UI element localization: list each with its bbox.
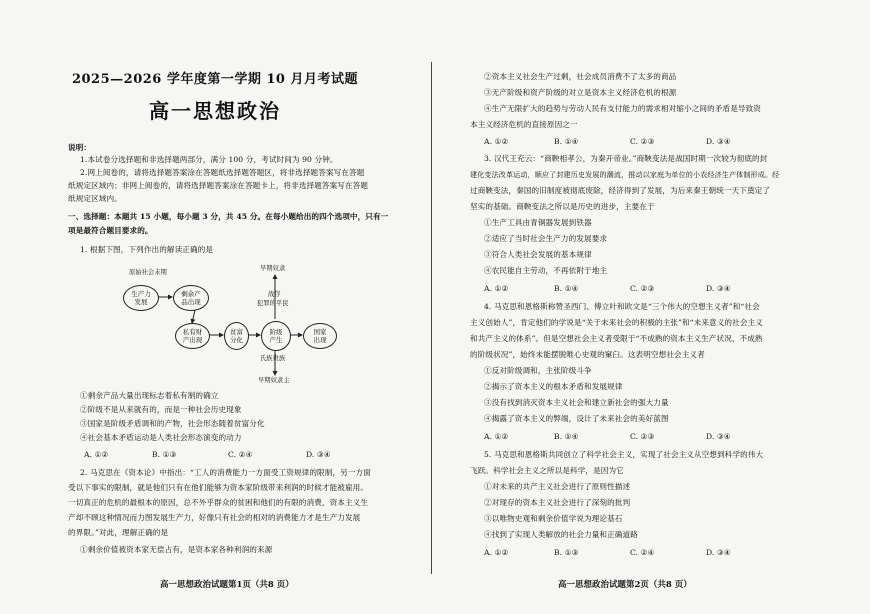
q4-choice-d: D. ③④ <box>706 432 731 441</box>
q5-choice-a: A. ①② <box>484 548 509 557</box>
q3-choice-b: B. ①④ <box>554 284 579 293</box>
note-line: 纸规定区域内。 <box>68 194 122 203</box>
notes-heading: 说明： <box>68 143 92 152</box>
question-2-line: 一切真正的危机的最根本的原因，总不外乎群众的贫困和他们的有限的消费，资本主义生 <box>68 498 369 507</box>
q5-choice-d: D. ③④ <box>706 548 731 557</box>
question-4-line: 和共产主义的体系”。但是空想社会主义者受限于“不成熟的资本主义生产状况、不成熟 <box>470 334 763 343</box>
q2-choice-a: A. ①② <box>484 137 509 146</box>
question-3-line: 过商鞅变法，秦国的旧制度被彻底废除，经济得到了发展，为后来秦王朝统一天下奠定了 <box>470 186 771 195</box>
question-1-stem: 1. 根据下图，下列作出的解读正确的是 <box>80 245 214 254</box>
exam-page-1 <box>0 0 430 614</box>
q2-option-cont: 本主义经济危机的直接原因之一 <box>470 120 578 129</box>
q3-choice-a: A. ①② <box>484 284 509 293</box>
q5-option: ④找到了实现人类解放的社会力量和正确道路 <box>484 530 638 539</box>
q1-option: ③国家是阶级矛盾调和的产物，社会形态随着贫富分化 <box>80 419 265 428</box>
node-surplus-products: 剩余产 品出现 <box>173 285 209 311</box>
page-footer: 高一思想政治试题第1页（共8 页） <box>160 580 294 590</box>
q3-choice-c: C. ②③ <box>630 284 655 293</box>
diagram-label-early-slave-owners: 早期奴隶主 <box>258 377 290 384</box>
q4-choice-a: A. ①② <box>484 432 509 441</box>
note-line: 1.本试卷分选择题和非选择题两部分，满分 100 分，考试时间为 90 分钟。 <box>80 155 338 164</box>
exam-page-2 <box>434 0 870 614</box>
question-3-line: 3. 汉代王充云：“商鞅相孝公，为秦开帝业。”商鞅变法是战国时期一次较为彻底的封 <box>484 154 768 163</box>
social-development-diagram <box>115 263 345 391</box>
diagram-label-captives: 战俘 <box>268 291 281 298</box>
q4-choice-b: B. ①④ <box>554 432 579 441</box>
q1-option: ④社会基本矛盾运动是人类社会形态演变的动力 <box>80 433 242 442</box>
question-2-line: 产却不顾这种情况而力图发展生产力，好像只有社会的相对的消费能力才是生产力发展 <box>68 513 361 522</box>
question-5-line: 飞跃。科学社会主义之所以是科学，是因为它 <box>470 466 624 475</box>
node-private-property: 私有财 产出现 <box>175 323 210 349</box>
q5-choice-b: B. ①③ <box>554 548 579 557</box>
node-state: 国家 出现 <box>303 323 337 349</box>
diagram-label-primitive-society: 原始社会末期 <box>129 269 167 276</box>
diagram-label-early-slaves: 早期奴隶 <box>260 265 286 272</box>
node-productivity: 生产力 发展 <box>123 285 159 311</box>
q1-choice-c: C. ②④ <box>228 450 253 459</box>
exam-title: 2025—2026 学年度第一学期 10 月月考试题 <box>71 72 359 87</box>
q3-option: ②适应了当时社会生产力的发展要求 <box>484 234 608 243</box>
note-line: 纸规定区域内；非网上阅卷的，请将选择题答案涂在答题卡上，将非选择题答案写在答题 <box>68 181 369 190</box>
diagram-label-criminal-commoners: 犯罪的平民 <box>257 300 289 307</box>
q4-option: ③没有找到消灭资本主义社会和建立新社会的强大力量 <box>484 398 669 407</box>
diagram-label-clan-nobles: 氏族贵族 <box>260 355 286 362</box>
q4-option: ②揭示了资本主义的根本矛盾和发展规律 <box>484 382 623 391</box>
node-wealth-gap: 贫富 分化 <box>224 322 249 350</box>
page-footer: 高一思想政治试题第2页（共8 页） <box>558 580 692 590</box>
q2-option: ③无产阶级和资产阶级的对立是资本主义经济危机的根源 <box>484 88 677 97</box>
section-heading: 一、选择题：本题共 15 小题，每小题 3 分，共 45 分。在每小题给出的四个选项中，只有一 <box>68 212 389 221</box>
question-3-line: 建化变法改革运动，顺应了封建历史发展的潮流，推动以家庭为单位的小农经济生产体制形成。经 <box>470 170 780 179</box>
q2-option: ②资本主义社会生产过剩，社会成员消费不了太多的商品 <box>484 72 677 81</box>
question-2-line: 的界限。”对此，理解正确的是 <box>68 528 169 537</box>
question-3-line: 坚实的基础。商鞅变法之所以是历史的进步，主要在于 <box>470 202 655 211</box>
q4-option: ④揭露了资本主义的弊端，设计了未来社会的美好蓝图 <box>484 414 669 423</box>
q2-option: ④生产无限扩大的趋势与劳动人民有支付能力的需求相对缩小之间的矛盾是导致资 <box>484 104 761 113</box>
q3-option: ③符合人类社会发展的基本规律 <box>484 250 592 259</box>
q5-option: ③以唯物史观和剩余价值学说为理论基石 <box>484 514 623 523</box>
q5-option: ①对未来的共产主义社会进行了原则性描述 <box>484 482 631 491</box>
q4-option: ①反对阶级调和，主张阶级斗争 <box>484 366 592 375</box>
note-line: 2.网上阅卷的，请将选择题答案涂在答题纸选择题答题区，将非选择题答案写在答题 <box>80 168 365 177</box>
node-classes: 阶级 产生 <box>261 321 291 351</box>
question-2-line: 受以下事实的限制，就是他们只有在他们能够为资本家阶级带来利润的时候才能被雇用。 <box>68 483 369 492</box>
q2-choice-b: B. ①④ <box>554 137 579 146</box>
section-heading-cont: 项是最符合题目要求的。 <box>68 226 153 235</box>
q5-option: ②对现存的资本主义社会进行了深刻的批判 <box>484 498 631 507</box>
q3-choice-d: D. ③④ <box>706 284 731 293</box>
q2-choice-c: C. ②③ <box>630 137 655 146</box>
q3-option: ④农民能自主劳动，不再依附于地主 <box>484 266 608 275</box>
q1-choice-d: D. ③④ <box>306 450 331 459</box>
q5-choice-c: C. ②④ <box>630 548 655 557</box>
q4-choice-c: C. ②③ <box>630 432 655 441</box>
q1-option: ①剩余产品大量出现标志着私有制的确立 <box>80 391 219 400</box>
page-divider <box>431 62 432 574</box>
question-4-line: 主义创始人”，肯定他们的学说是“关于未来社会的积极的主张”和“未来意义的社会主义 <box>470 318 763 327</box>
q1-choice-b: B. ①③ <box>152 450 177 459</box>
question-4-line: 4. 马克思和恩格斯称赞圣西门、傅立叶和欧文是“三个伟大的空想主义者”和“社会 <box>484 302 760 311</box>
q2-option: ①剩余价值被资本家无偿占有，是资本家各种利润的来源 <box>80 545 273 554</box>
q2-choice-d: D. ③④ <box>706 137 731 146</box>
question-5-line: 5. 马克思和恩格斯共同创立了科学社会主义，实现了社会主义从空想到科学的伟大 <box>484 450 764 459</box>
question-4-line: 的阶级状况”，始终未能摆脱唯心史观的窠臼。这表明空想社会主义者 <box>470 350 705 359</box>
q3-option: ①生产工具由青铜器发展到铁器 <box>484 218 592 227</box>
subject-title: 高一思想政治 <box>149 99 281 123</box>
q1-option: ②阶级不是从来就有的，而是一种社会历史现象 <box>80 405 242 414</box>
question-2-line: 2. 马克思在《资本论》中指出：“工人的消费能力一方面受工资规律的限制，另一方面 <box>80 468 371 477</box>
q1-choice-a: A. ①② <box>84 450 109 459</box>
